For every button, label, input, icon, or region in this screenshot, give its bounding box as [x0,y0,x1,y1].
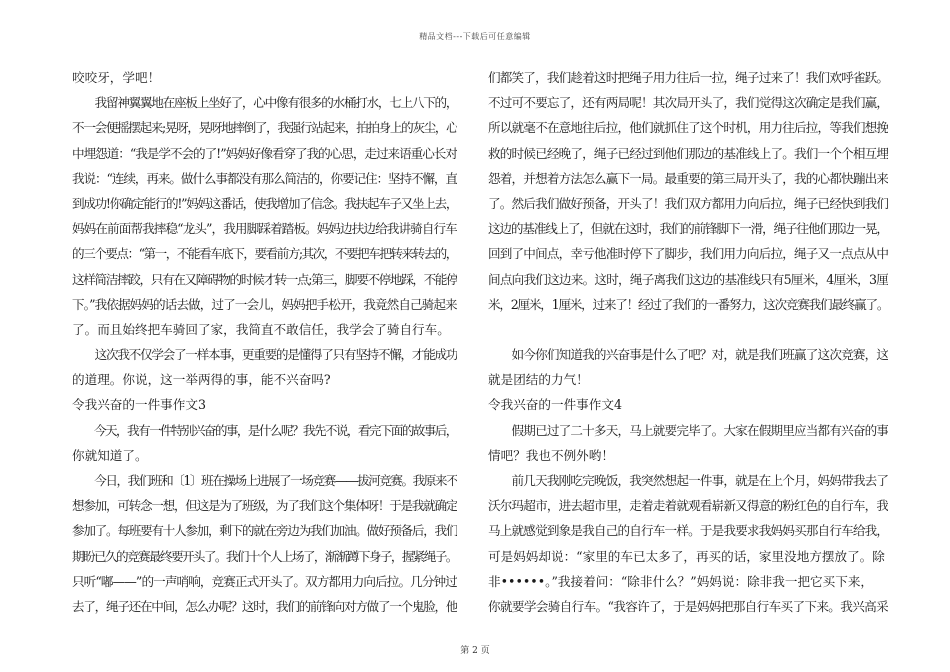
text-line: 咬咬牙，学吧！ [72,70,161,85]
text-line: 去了，绳子还在中间，怎么办呢？这时，我们的前锋向对方做了一个鬼脸，他 [72,598,457,614]
text-line: 们都笑了，我们趁着这时把绳子用力往后一拉，绳子过来了！我们欢呼雀跃。 [488,70,888,85]
text-line: 不一会便摇摆起来;晃呀，晃呀地摔倒了，我强行站起来，拍拍身上的灰尘，心 [72,120,457,136]
page-header: 精品文档---下载后可任意编辑 [419,32,531,41]
text-line: 不过可不要忘了，还有两局呢！其次局开头了，我们觉得这次确定是我们赢， [488,95,888,111]
text-line: 只听“嘟——”的一声哨响，竞赛正式开头了。双方都用力向后拉。几分钟过 [72,573,457,589]
text-line: 了。而且始终把车骑回了家，我简直不敢信任，我学会了骑自行车。 [72,321,450,337]
text-line [488,317,888,342]
text-line: 的道理。你说，这一举两得的事，能不兴奋吗? [72,372,331,388]
text-line: 前几天我刚吃完晚饭，我突然想起一件事，就是在上个月，妈妈带我去了 [488,473,888,488]
text-line: 这边的基准线上了，但就在这时，我们的前锋脚下一滑，绳子往他们那边一晃， [488,221,888,237]
text-line: 你就知道了。 [72,447,148,463]
text-line: 间点向我们这边来。这时，绳子离我们这边的基准线只有5厘米，4厘米，3厘 [488,271,888,287]
text-line: 你就要学会骑自行车。“我容许了，于是妈妈把那自行车买了下来。我兴高采 [488,598,888,614]
text-line: 妈妈在前面帮我摔稳“龙头”，我用脚踩着踏板。妈妈边扶边给我讲骑自行车 [72,221,457,237]
text-line: 令我兴奋的一件事作文4 [488,397,622,413]
text-line: 非••••••。”我接着问：“除非什么？”妈妈说：除非我一把它买下来， [488,573,874,589]
text-line: 可是妈妈却说：“家里的车已太多了，再买的话，家里没地方摆放了。除 [488,548,885,564]
text-line: 这次我不仅学会了一样本事，更重要的是懂得了只有坚持不懈，才能成功 [72,347,457,363]
text-line: 想参加，可转念一想，但这是为了班级，为了我们这个集体呀！于是我就确定 [72,498,457,514]
text-line: 如今你们知道我的兴奋事是什么了吧？对，就是我们班赢了这次竞赛，这 [488,347,888,363]
text-line: 今天，我有一件特别兴奋的事，是什么呢？我先不说，看完下面的故事后， [72,422,457,438]
text-line: 了。然后我们做好预备，开头了！我们双方都用力向后拉，绳子已经快到我们 [488,195,888,211]
text-line: 沃尔玛超市，进去超市里，走着走着就观看崭新又得意的粉红色的自行车，我 [488,498,888,514]
text-line: 我留神翼翼地在座板上坐好了，心中像有很多的水桶打水，七上八下的， [72,95,457,111]
text-line: 到成功!你确定能行的!”妈妈这番话，使我增加了信念。我扶起车子又坐上去， [72,195,457,211]
text-line: 假期已过了二十多天，马上就要完毕了。大家在假期里应当都有兴奋的事 [488,422,888,438]
text-line: 我说：“连续，再来。做什么事都没有那么简洁的，你要记住：坚持不懈，直 [72,170,457,186]
text-line: 救的时候已经晚了，绳子已经过到他们那边的基准线上了。我们一个个相互埋 [488,145,888,161]
right-text-column [488,65,888,619]
text-line: 参加了。每班要有十人参加，剩下的就在旁边为我们加油。做好预备后，我们 [72,523,457,539]
text-line: 情吧？我也不例外哟！ [488,447,614,463]
page-footer: 第 2 页 [460,646,490,656]
text-line: 回到了中间点，幸亏他准时停下了脚步，我们用力向后拉，绳子又一点点从中 [488,246,888,262]
left-text-column [72,65,457,619]
text-line: 怨着，并想着方法怎么赢下一局。最重要的第三局开头了，我的心都快蹦出来 [488,170,888,186]
text-line: 的三个要点：“第一，不能看车底下，要看前方;其次，不要把车把转来转去的， [72,246,457,262]
text-line: 所以就毫不在意地往后拉，他们就抓住了这个时机，用力往后拉，等我们想挽 [488,120,888,136]
text-line: 就是团结的力气！ [488,372,589,388]
text-line: 这样简洁摔跤，只有在又障碍物的时候才转一点;第三，脚要不停地踩，不能停 [72,271,457,287]
text-line: 下。”我依据妈妈的话去做，过了一会儿，妈妈把手松开，我竟然自己骑起来 [72,296,457,312]
text-line: 令我兴奋的一件事作文3 [72,397,206,413]
text-line: 期盼已久的竞赛最终要开头了。我们十个人上场了，渐渐蹲下身子，握紧绳子。 [72,548,457,564]
text-line: 马上就感觉到象是我自己的自行车一样。于是我要求我妈妈买那自行车给我， [488,523,888,539]
text-line: 今日，我们班和〔1〕班在操场上进展了一场竞赛——拔河竞赛。我原来不 [72,473,457,488]
text-line: 米，2厘米，1厘米，过来了！经过了我们的一番努力，这次竞赛我们最终赢了。 [488,296,888,312]
text-line: 中埋怨道：“我是学不会的了!”妈妈好像看穿了我的心思，走过来语重心长对 [72,145,457,161]
